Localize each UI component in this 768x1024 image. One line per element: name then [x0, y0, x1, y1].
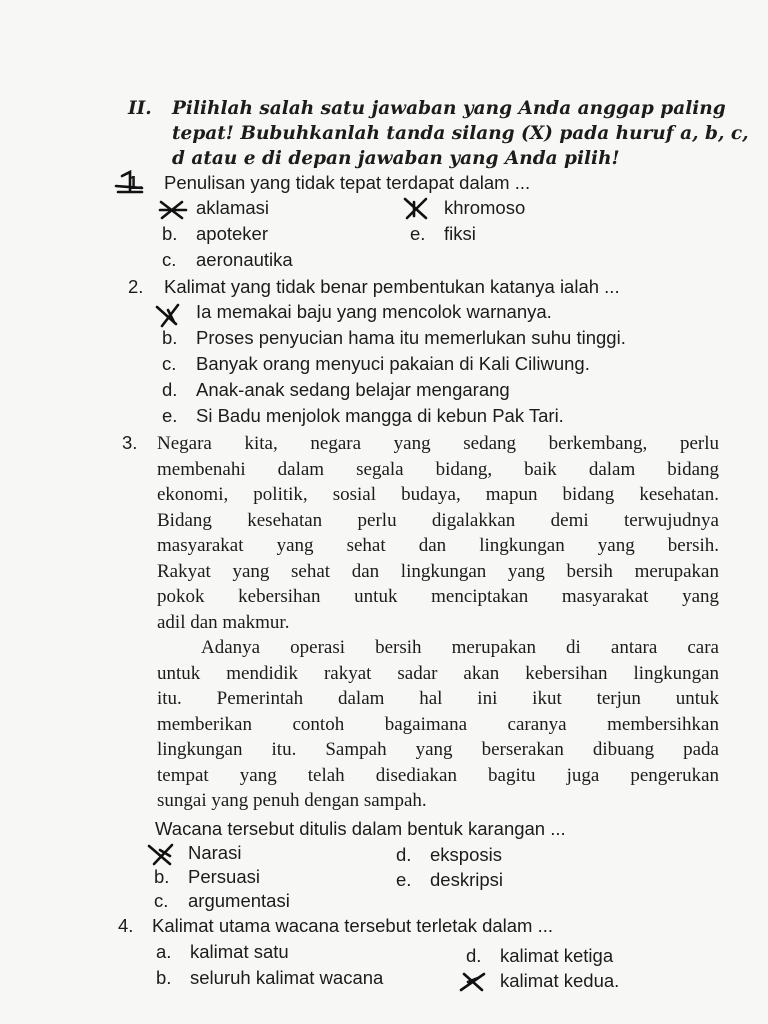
paragraph-line: masyarakat yang sehat dan lingkungan yang bersih. [157, 535, 719, 556]
answer-cross-mark [154, 302, 184, 328]
reading-paragraph [157, 431, 719, 635]
option-text: Persuasi [188, 866, 260, 887]
paragraph-line: membenahi dalam segala bidang, baik dalam bidang [157, 458, 719, 480]
option-letter: b. [162, 223, 178, 244]
option-letter: a. [156, 941, 172, 962]
question-text: Penulisan yang tidak tepat terdapat dalam ... [164, 172, 531, 193]
option-text: aeronautika [196, 249, 293, 270]
paragraph-line: ekonomi, politik, sosial budaya, mapun bidang kesehatan. [157, 484, 719, 505]
option-letter: e. [396, 869, 412, 890]
option-text: deskripsi [430, 869, 503, 890]
paragraph-line: sungai yang penuh dengan sampah. [157, 790, 427, 811]
option-letter: d. [162, 379, 178, 400]
option-text: Narasi [188, 842, 242, 863]
option-text: Si Badu menjolok mangga di kebun Pak Tari. [196, 405, 564, 426]
option-text: kalimat ketiga [500, 945, 614, 966]
question-number: 2. [128, 276, 144, 297]
paragraph-line: Negara kita, negara yang sedang berkembang, perlu [157, 433, 719, 454]
option-letter: e. [162, 405, 178, 426]
answer-cross-mark [402, 196, 432, 222]
paragraph-line: itu. Pemerintah dalam hal ini ikut terjun untuk [157, 688, 719, 709]
option-letter: c. [162, 249, 177, 270]
option-text: aklamasi [196, 197, 269, 218]
paragraph-line: Bidang kesehatan perlu digalakkan demi terwujudnya [157, 509, 719, 531]
option-text: kalimat kedua. [500, 970, 620, 991]
answer-cross-mark [458, 970, 490, 994]
answer-cross-mark [158, 198, 188, 222]
section-number: II. [128, 98, 152, 119]
option-text: fiksi [444, 223, 476, 244]
answer-cross-mark [146, 842, 178, 868]
option-letter: e. [410, 223, 426, 244]
option-text: apoteker [196, 223, 268, 244]
instruction-line: tepat! Bubuhkanlah tanda silang (X) pada huruf a, b, c, [172, 123, 749, 144]
question-number: 1. [128, 172, 144, 193]
option-item[interactable] [466, 945, 613, 967]
question-number: 3. [122, 432, 138, 453]
option-item[interactable] [154, 890, 290, 912]
paragraph-line: Adanya operasi bersih merupakan di antara cara [201, 637, 719, 658]
option-text: argumentasi [188, 890, 290, 911]
paragraph-line: adil dan makmur. [157, 611, 290, 633]
instruction-line: Pilihlah salah satu jawaban yang Anda anggap paling [172, 98, 726, 119]
option-item[interactable] [162, 249, 293, 271]
option-letter: b. [154, 866, 170, 887]
option-text: Anak-anak sedang belajar mengarang [196, 379, 510, 400]
option-item[interactable] [162, 327, 626, 349]
option-letter: c. [154, 890, 169, 911]
option-text: Proses penyucian hama itu memerlukan suhu tinggi. [196, 327, 626, 348]
option-letter: d. [396, 844, 412, 865]
option-letter: b. [162, 327, 178, 348]
question-text: Kalimat utama wacana tersebut terletak dalam ... [152, 915, 554, 936]
question-text: Kalimat yang tidak benar pembentukan katanya ialah ... [164, 276, 620, 297]
option-text: kalimat satu [190, 941, 289, 962]
option-item[interactable] [162, 223, 268, 245]
option-letter: c. [162, 353, 177, 374]
paragraph-line: untuk mendidik rakyat sadar akan kebersihan lingkungan [157, 662, 719, 684]
option-item[interactable] [410, 223, 476, 245]
paragraph-line: memberikan contoh bagaimana caranya membersihkan [157, 713, 719, 735]
option-item[interactable] [154, 866, 260, 888]
option-item[interactable] [162, 379, 510, 401]
option-item[interactable] [162, 353, 590, 375]
question-number: 4. [118, 915, 134, 936]
paragraph-line: tempat yang telah disediakan bagitu juga pengerukan [157, 764, 719, 786]
paragraph-line: Rakyat yang sehat dan lingkungan yang bersih merupakan [157, 560, 719, 582]
option-text: eksposis [430, 844, 502, 865]
option-item[interactable] [396, 869, 503, 891]
option-item[interactable] [162, 405, 564, 427]
reading-paragraph [157, 635, 719, 814]
instruction-line: d atau e di depan jawaban yang Anda pilih! [172, 148, 620, 169]
option-text: Ia memakai baju yang mencolok warnanya. [196, 301, 552, 322]
option-text: seluruh kalimat wacana [190, 967, 384, 988]
question-prompt: Wacana tersebut ditulis dalam bentuk karangan ... [155, 818, 566, 839]
option-item[interactable] [156, 967, 383, 989]
paragraph-line: pokok kebersihan untuk menciptakan masyarakat yang [157, 586, 719, 607]
option-letter: d. [466, 945, 482, 966]
option-text: khromoso [444, 197, 526, 218]
option-item[interactable] [156, 941, 289, 963]
option-letter: b. [156, 967, 172, 988]
option-text: Banyak orang menyuci pakaian di Kali Ciliwung. [196, 353, 590, 374]
option-item[interactable] [396, 844, 502, 866]
handwritten-question-mark [112, 168, 148, 198]
option-item[interactable] [162, 301, 552, 323]
paragraph-line: lingkungan itu. Sampah yang berserakan dibuang pada [157, 739, 719, 760]
